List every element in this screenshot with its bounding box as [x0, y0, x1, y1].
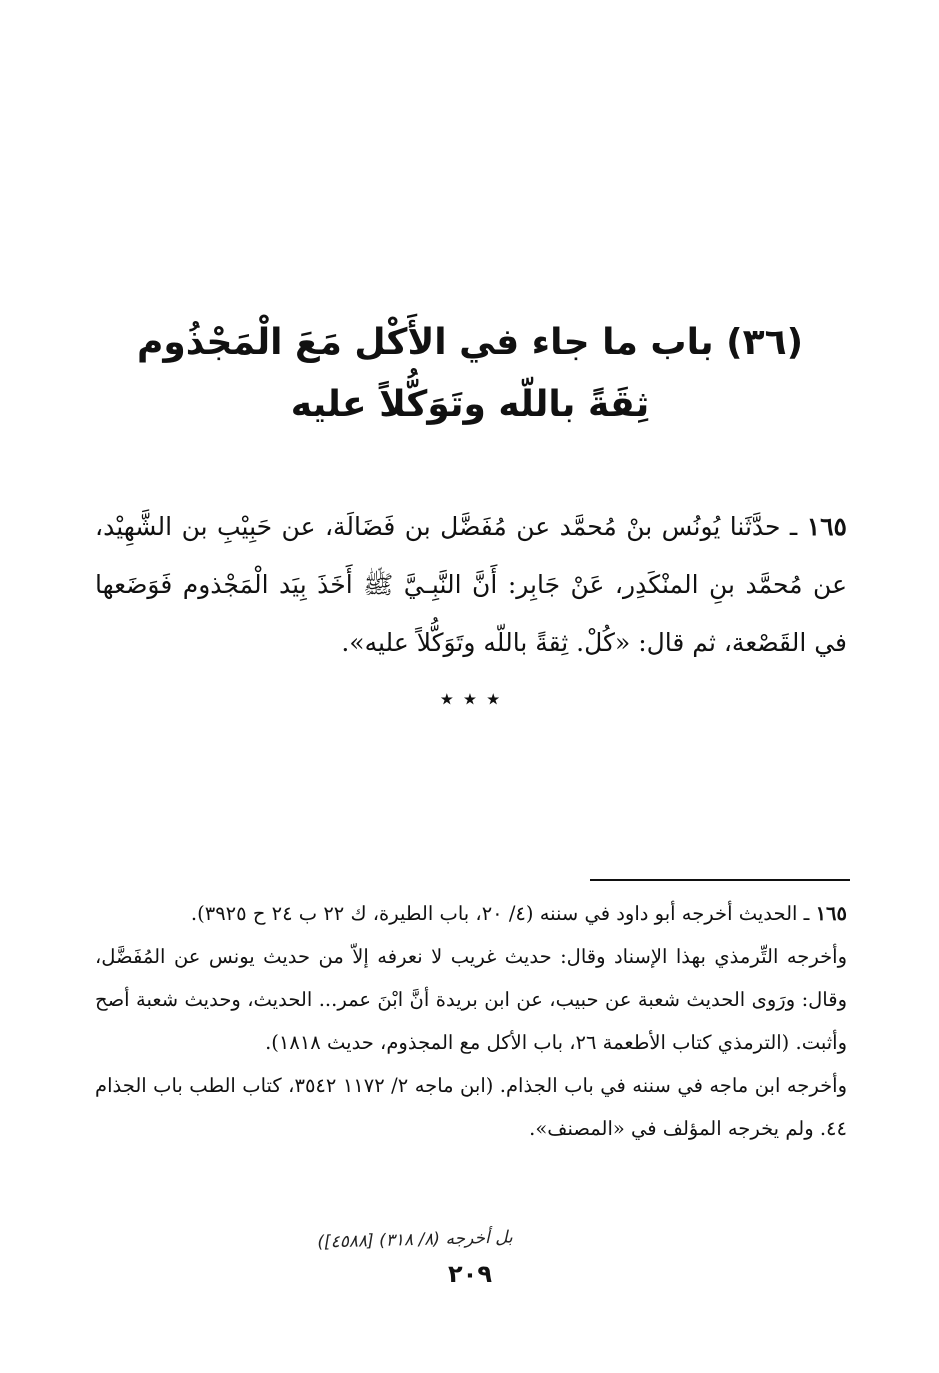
- footnotes: [95, 892, 847, 1150]
- footnote-text-1: ـ الحديث أخرجه أبو داود في سننه (٤/ ٢٠، باب الطيرة، ك ٢٢ ب ٢٤ ح ٣٩٢٥).: [190, 902, 816, 925]
- page-number: ٢٠٩: [448, 1260, 492, 1288]
- chapter-title-line-1: (٣٦) باب ما جاء في الأَكْل مَعَ الْمَجْذُوم: [136, 322, 804, 363]
- hadith-paragraph: [95, 498, 847, 672]
- footnote-paragraph-1: [95, 892, 847, 935]
- footnote-paragraph-3: وأخرجه ابن ماجه في سننه في باب الجذام. (ابن ماجه ٢/ ١١٧٢ ٣٥٤٢، كتاب الطب باب الجذام ٤٤. ولم يخرجه المؤلف في «المصنف».: [95, 1074, 847, 1140]
- chapter-title-line-2: ثِقَةً باللّه وتَوَكُّلاً عليه: [290, 384, 650, 425]
- asterisk-separator: ٭ ٭ ٭: [439, 684, 501, 714]
- hadith-text: حدَّثَنا يُونُس بنْ مُحمَّد عن مُفَضَّل بن فَضَالَة، عن حَبِيْبِ بن الشَّهِيْد، عن مُحمَّد بنِ المنْكَدِر، عَنْ جَابِر: أَنَّ النَّبِـيَّ ﷺ أَخَذَ بِيَد الْمَجْذوم فَوَضَعها في القَصْعة، ثم قال: «كُلْ. ثِقةً باللّه وتَوَكُّلاً عليه».: [95, 512, 847, 657]
- hadith-number: ١٦٥: [806, 512, 847, 541]
- footnote-number: ١٦٥: [815, 902, 847, 925]
- footnote-divider: [590, 879, 850, 881]
- hadith-dash: ـ: [780, 512, 807, 541]
- handwritten-note: بل أخرجه (٨/ ٣١٨) [٤٥٨٨]): [317, 1227, 513, 1253]
- footnote-paragraph-2: وأخرجه التِّرمذي بهذا الإسناد وقال: حديث غريب لا نعرفه إلاّ من حديث يونس عن المُفَضَّل، وقال: ورَوى الحديث شعبة عن حبيب، عن ابن بريدة أنَّ ابْنَ عمر... الحديث، وحديث شعبة أصح وأثبت. (الترمذي كتاب الأطعمة ٢٦، باب الأكل مع المجذوم، حديث ١٨١٨).: [95, 945, 847, 1054]
- chapter-title: [120, 312, 820, 436]
